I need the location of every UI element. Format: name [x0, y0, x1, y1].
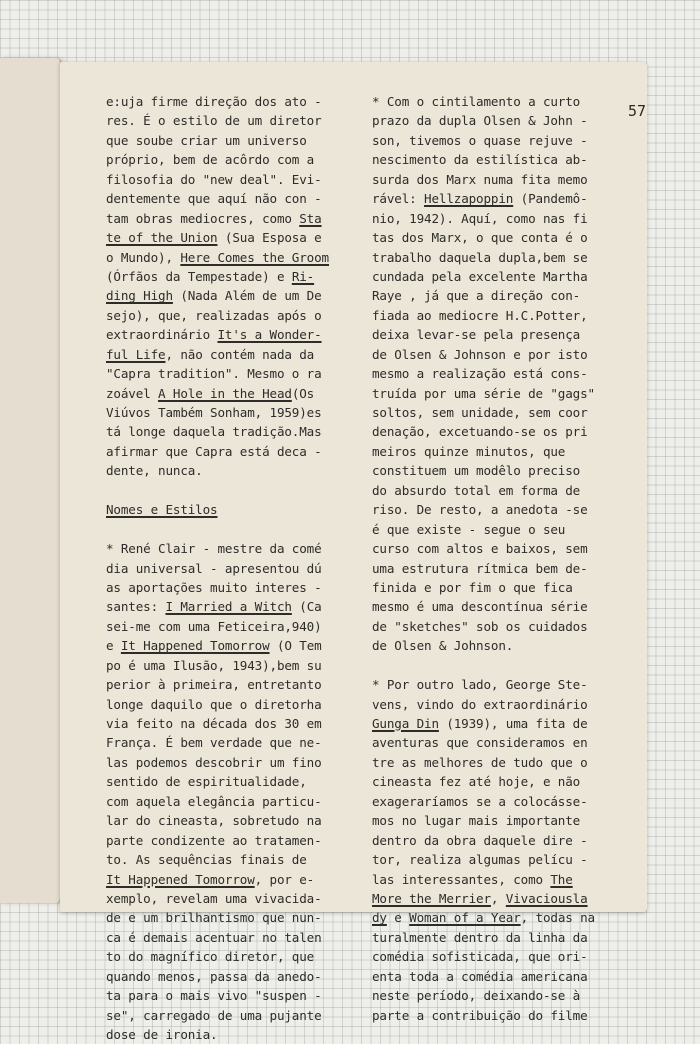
left-column-line: as aportações muito interes -	[106, 579, 322, 595]
right-column-line: truída por uma série de "gags"	[372, 385, 595, 401]
right-column-line: cundada pela excelente Martha	[372, 268, 588, 284]
left-page-edge	[0, 58, 62, 903]
right-column-line: More the Merrier, Vivaciousla	[372, 890, 588, 906]
right-column-line: soltos, sem unidade, sem coor	[372, 405, 588, 420]
left-column-line: que soube criar um universo	[106, 132, 307, 148]
left-column-line: parte condizente ao tratamen-	[106, 832, 322, 848]
left-column-line: dente, nunca.	[106, 463, 203, 479]
right-column-line: tor, realiza algumas pelícu -	[372, 852, 588, 868]
left-column-line: sei-me com uma Feticeira,940)	[106, 618, 322, 634]
left-column-line: dentemente que aquí não con -	[106, 191, 322, 207]
left-column-line: to do magnífico diretor, que	[106, 949, 315, 965]
right-column-line: mos no lugar mais importante	[372, 813, 581, 829]
right-column-line: curso com altos e baixos, sem	[372, 541, 588, 557]
right-text-column	[372, 92, 630, 1025]
right-column-line: constituem um modêlo preciso	[372, 463, 581, 479]
left-column-line	[106, 500, 346, 519]
underlined-title: Nomes e Estilos	[106, 502, 218, 518]
underlined-title: Hellzapoppin	[424, 191, 514, 207]
left-column-line: se", carregado de uma pujante	[106, 1007, 322, 1023]
underlined-title: Ri-	[291, 268, 315, 284]
right-column-line: deixa levar-se pela presença	[372, 327, 581, 343]
left-column-line: * René Clair - mestre da comé	[106, 541, 322, 557]
left-column-line: via feito na década dos 30 em	[106, 716, 322, 731]
right-column-line: de "sketches" sob os cuidados	[372, 618, 588, 634]
left-column-line: próprio, bem de acôrdo com a	[106, 152, 315, 168]
left-column-line	[106, 481, 346, 500]
right-column-line: las interessantes, como The	[372, 871, 573, 887]
underlined-title: I Married a Witch	[165, 599, 292, 615]
left-column-line: dia universal - apresentou dú	[106, 560, 322, 576]
underlined-title: More the Merrier	[372, 890, 491, 906]
left-column-line: ta para o mais vivo "suspen -	[106, 988, 322, 1004]
right-column-line: de Olsen & Johnson.	[372, 638, 514, 654]
right-column-line: * Por outro lado, George Ste-	[372, 677, 588, 693]
right-column-line: enta toda a comédia americana	[372, 968, 588, 984]
right-column-line: finida e por fim o que fica	[372, 579, 573, 595]
left-column-line: res. É o estilo de um diretor	[106, 113, 322, 129]
left-text-column	[106, 92, 346, 1044]
left-column-line: dose de ironia.	[106, 1027, 218, 1042]
left-column-line: po é uma Ilusão, 1943),bem su	[106, 657, 322, 673]
left-column-line: to. As sequências finais de	[106, 852, 307, 868]
right-column-line: dy e Woman of a Year, todas na	[372, 910, 595, 926]
left-column-line: tá longe daquela tradição.Mas	[106, 424, 322, 440]
left-column-line: longe daquilo que o diretorha	[106, 696, 322, 712]
left-column-line: afirmar que Capra está deca -	[106, 443, 322, 459]
left-column-line: "Capra tradition". Mesmo o ra	[106, 366, 322, 382]
left-column-line: quando menos, passa da anedo-	[106, 968, 322, 984]
left-column-line: tam obras mediocres, como Sta	[106, 210, 322, 226]
left-column-line: (Órfãos da Tempestade) e Ri-	[106, 268, 315, 284]
right-column-line: comédia sofisticada, que ori-	[372, 949, 588, 965]
left-column-line: França. É bem verdade que ne-	[106, 735, 322, 751]
left-column-line: santes: I Married a Witch (Ca	[106, 599, 322, 615]
right-column-line: tas dos Marx, o que conta é o	[372, 230, 588, 246]
right-column-line: nescimento da estilística ab-	[372, 152, 588, 168]
underlined-title: ding High	[106, 288, 173, 304]
left-column-line: It Happened Tomorrow, por e-	[106, 871, 315, 887]
right-column-line: denação, excetuando-se os pri	[372, 424, 588, 440]
left-column-line: perior à primeira, entretanto	[106, 677, 322, 693]
right-column-line: aventuras que consideramos en	[372, 735, 588, 751]
underlined-title: Vivaciousla	[505, 890, 588, 906]
left-column-line: e It Happened Tomorrow (O Tem	[106, 638, 322, 654]
underlined-title: It Happened Tomorrow	[106, 871, 255, 887]
underlined-title: te of the Union	[106, 230, 218, 246]
right-column-line: turalmente dentro da linha da	[372, 929, 588, 945]
right-column-line: Gunga Din (1939), uma fita de	[372, 716, 588, 731]
right-column-line: neste período, deixando-se à	[372, 988, 581, 1004]
left-column-line: com aquela elegância particu-	[106, 793, 322, 809]
right-column-line: * Com o cintilamento a curto	[372, 94, 581, 109]
left-column-line: te of the Union (Sua Esposa e	[106, 230, 322, 246]
left-column-line: e:uja firme direção dos ato -	[106, 94, 322, 109]
right-column-line: uma estrutura rítmica bem de-	[372, 560, 588, 576]
left-column-line: sejo), que, realizadas após o	[106, 307, 322, 323]
right-column-line: tre as melhores de tudo que o	[372, 754, 588, 770]
right-column-line: surda dos Marx numa fita memo	[372, 171, 588, 187]
left-column-line: xemplo, revelam uma vivacida-	[106, 890, 322, 906]
right-column-line: nio, 1942). Aquí, como nas fi	[372, 210, 588, 226]
right-column-line: do absurdo total em forma de	[372, 482, 581, 498]
underlined-title: dy	[372, 910, 387, 926]
right-column-line: fiada ao mediocre H.C.Potter,	[372, 307, 588, 323]
left-column-line: zoável A Hole in the Head(Os	[106, 385, 315, 401]
right-column-line: cineasta fez até hoje, e não	[372, 774, 581, 790]
left-column-line: ca é demais acentuar no talen	[106, 929, 322, 945]
right-column-line: son, tivemos o quase rejuve -	[372, 132, 588, 148]
right-column-line: mesmo é uma descontínua série	[372, 599, 588, 615]
right-column-line: é que existe - segue o seu	[372, 521, 566, 537]
right-column-line	[372, 656, 630, 675]
right-column-line: mesmo a realização está cons-	[372, 366, 588, 382]
right-column-line: parte a contribuição do filme	[372, 1007, 588, 1023]
left-column-line: ding High (Nada Além de um De	[106, 288, 322, 304]
right-column-line: riso. De resto, a anedota -se	[372, 502, 588, 518]
underlined-title: It Happened Tomorrow	[120, 638, 270, 654]
left-column-line: filosofia do "new deal". Evi-	[106, 171, 322, 187]
left-column-line: las podemos descobrir um fino	[106, 754, 322, 770]
underlined-title: A Hole in the Head	[158, 385, 292, 401]
right-column-line: meiros quinze minutos, que	[372, 443, 566, 459]
underlined-title: Woman of a Year	[409, 910, 521, 926]
left-column-line: lar do cineasta, sobretudo na	[106, 813, 322, 829]
underlined-title: Gunga Din	[372, 716, 439, 731]
left-column-line: Viúvos Também Sonham, 1959)es	[106, 405, 322, 420]
left-column-line: o Mundo), Here Comes the Groom	[106, 249, 329, 265]
right-column-line: Raye , já que a direção con-	[372, 288, 581, 304]
left-column-line: ful Life, não contém nada da	[106, 346, 315, 362]
left-column-line: de e um brilhantismo que nun-	[106, 910, 322, 926]
right-column-line: dentro da obra daquele dire -	[372, 832, 588, 848]
left-column-line	[106, 520, 346, 539]
right-column-line: trabalho daquela dupla,bem se	[372, 249, 588, 265]
right-column-line: rável: Hellzapoppin (Pandemô-	[372, 191, 588, 207]
left-column-line: extraordinário It's a Wonder-	[106, 327, 322, 343]
right-column-line: vens, vindo do extraordinário	[372, 696, 588, 712]
underlined-title: Sta	[299, 210, 322, 226]
right-column-line: prazo da dupla Olsen & John -	[372, 113, 588, 129]
right-column-line: exageraríamos se a colocásse-	[372, 793, 588, 809]
right-column-line: de Olsen & Johnson e por isto	[372, 346, 588, 362]
underlined-title: It's a Wonder-	[217, 327, 322, 343]
page-number: 57	[628, 102, 647, 120]
underlined-title: ful Life	[106, 346, 166, 362]
left-column-line: sentido de espiritualidade,	[106, 774, 307, 790]
underlined-title: Here Comes the Groom	[180, 249, 329, 265]
underlined-title: The	[550, 871, 573, 887]
